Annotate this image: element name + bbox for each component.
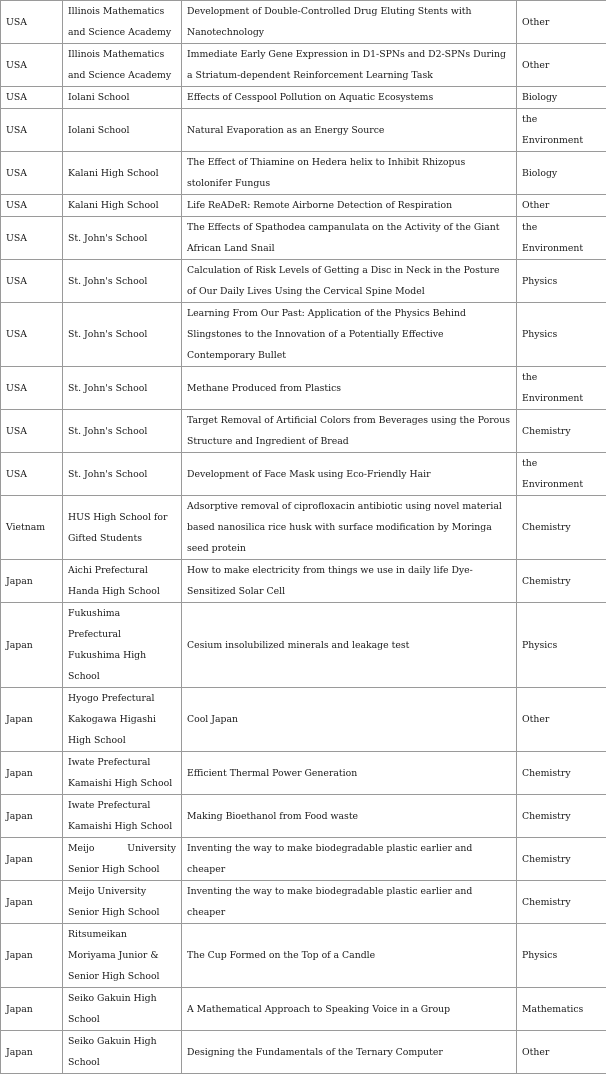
school-cell: Meijo University Senior High School [63, 838, 182, 881]
category-cell: Chemistry [517, 496, 606, 560]
school-cell: Iwate Prefectural Kamaishi High School [63, 752, 182, 795]
country-cell: Japan [1, 1031, 63, 1074]
category-cell: Other [517, 1031, 606, 1074]
category-cell: Chemistry [517, 410, 606, 453]
country-cell: USA [1, 1, 63, 44]
project-title-cell: Inventing the way to make biodegradable plastic earlier and cheaper [182, 881, 517, 924]
table-row [1, 1, 606, 44]
country-cell: USA [1, 152, 63, 195]
country-cell: USA [1, 109, 63, 152]
table-row [1, 603, 606, 688]
category-cell: Other [517, 44, 606, 87]
country-cell: Japan [1, 924, 63, 988]
school-cell: Ritsumeikan Moriyama Junior & Senior High School [63, 924, 182, 988]
category-cell: Chemistry [517, 881, 606, 924]
table-row [1, 87, 606, 109]
category-cell: Chemistry [517, 795, 606, 838]
country-cell: Japan [1, 988, 63, 1031]
school-cell: Fukushima Prefectural Fukushima High School [63, 603, 182, 688]
table-row [1, 1031, 606, 1074]
country-cell: USA [1, 44, 63, 87]
project-title-cell: Life ReADeR: Remote Airborne Detection of Respiration [182, 195, 517, 217]
country-cell: USA [1, 87, 63, 109]
school-cell: Seiko Gakuin High School [63, 988, 182, 1031]
school-cell: St. John's School [63, 303, 182, 367]
project-title-cell: Development of Double-Controlled Drug Eluting Stents with Nanotechnology [182, 1, 517, 44]
table-row [1, 453, 606, 496]
table-row [1, 217, 606, 260]
table-row [1, 688, 606, 752]
project-title-cell: How to make electricity from things we use in daily life Dye-Sensitized Solar Cell [182, 560, 517, 603]
country-cell: USA [1, 453, 63, 496]
school-cell: Meijo University Senior High School [63, 881, 182, 924]
project-title-cell: Learning From Our Past: Application of the Physics Behind Slingstones to the Innovation of a Potentially Effective Contemporary Bullet [182, 303, 517, 367]
school-cell: St. John's School [63, 260, 182, 303]
table-row [1, 260, 606, 303]
table-row [1, 303, 606, 367]
school-cell: St. John's School [63, 367, 182, 410]
table-row [1, 752, 606, 795]
category-cell: Other [517, 1, 606, 44]
table-row [1, 496, 606, 560]
country-cell: USA [1, 260, 63, 303]
project-title-cell: Making Bioethanol from Food waste [182, 795, 517, 838]
project-title-cell: Efficient Thermal Power Generation [182, 752, 517, 795]
category-cell: Chemistry [517, 838, 606, 881]
project-title-cell: A Mathematical Approach to Speaking Voice in a Group [182, 988, 517, 1031]
project-title-cell: The Effects of Spathodea campanulata on the Activity of the Giant African Land Snail [182, 217, 517, 260]
country-cell: Japan [1, 881, 63, 924]
table-row [1, 410, 606, 453]
project-title-cell: Inventing the way to make biodegradable plastic earlier and cheaper [182, 838, 517, 881]
project-title-cell: The Effect of Thiamine on Hedera helix to Inhibit Rhizopus stolonifer Fungus [182, 152, 517, 195]
project-title-cell: Target Removal of Artificial Colors from Beverages using the Porous Structure and Ingredient of Bread [182, 410, 517, 453]
project-title-cell: Natural Evaporation as an Energy Source [182, 109, 517, 152]
category-cell: Other [517, 195, 606, 217]
table-row [1, 838, 606, 881]
school-cell: St. John's School [63, 410, 182, 453]
country-cell: USA [1, 217, 63, 260]
table-row [1, 924, 606, 988]
table-row [1, 367, 606, 410]
category-cell: Physics [517, 303, 606, 367]
table-row [1, 195, 606, 217]
school-cell: HUS High School for Gifted Students [63, 496, 182, 560]
country-cell: Japan [1, 560, 63, 603]
school-cell: Hyogo Prefectural Kakogawa Higashi High School [63, 688, 182, 752]
table-row [1, 152, 606, 195]
category-cell: Physics [517, 603, 606, 688]
project-title-cell: The Cup Formed on the Top of a Candle [182, 924, 517, 988]
school-cell: Aichi Prefectural Handa High School [63, 560, 182, 603]
school-cell: Illinois Mathematics and Science Academy [63, 1, 182, 44]
project-title-cell: Cesium insolubilized minerals and leakage test [182, 603, 517, 688]
school-cell: Kalani High School [63, 195, 182, 217]
category-cell: Other [517, 688, 606, 752]
project-title-cell: Calculation of Risk Levels of Getting a Disc in Neck in the Posture of Our Daily Lives Using the Cervical Spine Model [182, 260, 517, 303]
category-cell: the Environment [517, 367, 606, 410]
school-cell: St. John's School [63, 453, 182, 496]
project-title-cell: Cool Japan [182, 688, 517, 752]
project-title-cell: Designing the Fundamentals of the Ternary Computer [182, 1031, 517, 1074]
country-cell: USA [1, 367, 63, 410]
project-title-cell: Adsorptive removal of ciprofloxacin antibiotic using novel material based nanosilica rice husk with surface modification by Moringa seed protein [182, 496, 517, 560]
table-row [1, 44, 606, 87]
country-cell: Japan [1, 795, 63, 838]
country-cell: Japan [1, 688, 63, 752]
category-cell: Chemistry [517, 752, 606, 795]
category-cell: Chemistry [517, 560, 606, 603]
country-cell: Vietnam [1, 496, 63, 560]
school-cell: St. John's School [63, 217, 182, 260]
school-cell: Iolani School [63, 87, 182, 109]
category-cell: Physics [517, 924, 606, 988]
project-title-cell: Immediate Early Gene Expression in D1-SPNs and D2-SPNs During a Striatum-dependent Reinforcement Learning Task [182, 44, 517, 87]
school-cell: Illinois Mathematics and Science Academy [63, 44, 182, 87]
table-row [1, 988, 606, 1031]
category-cell: Biology [517, 87, 606, 109]
table-row [1, 109, 606, 152]
school-cell: Kalani High School [63, 152, 182, 195]
school-cell: Iolani School [63, 109, 182, 152]
category-cell: the Environment [517, 217, 606, 260]
project-title-cell: Effects of Cesspool Pollution on Aquatic Ecosystems [182, 87, 517, 109]
country-cell: USA [1, 410, 63, 453]
project-title-cell: Development of Face Mask using Eco-Friendly Hair [182, 453, 517, 496]
country-cell: USA [1, 195, 63, 217]
country-cell: Japan [1, 603, 63, 688]
country-cell: Japan [1, 752, 63, 795]
table-row [1, 795, 606, 838]
table-row [1, 560, 606, 603]
table-row [1, 881, 606, 924]
school-cell: Iwate Prefectural Kamaishi High School [63, 795, 182, 838]
category-cell: Biology [517, 152, 606, 195]
country-cell: USA [1, 303, 63, 367]
category-cell: the Environment [517, 453, 606, 496]
project-title-cell: Methane Produced from Plastics [182, 367, 517, 410]
country-cell: Japan [1, 838, 63, 881]
school-cell: Seiko Gakuin High School [63, 1031, 182, 1074]
category-cell: Mathematics [517, 988, 606, 1031]
category-cell: Physics [517, 260, 606, 303]
category-cell: the Environment [517, 109, 606, 152]
